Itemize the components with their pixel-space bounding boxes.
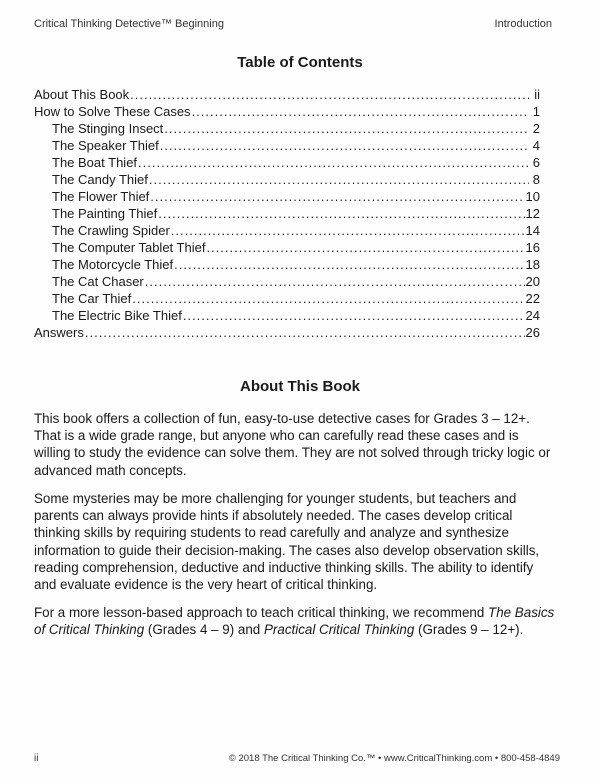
toc-entry-page: 14 <box>525 223 540 238</box>
toc-heading: Table of Contents <box>237 54 363 71</box>
toc-entry <box>34 86 540 103</box>
toc-entry <box>34 188 540 205</box>
toc-entry-label: The Crawling Spider <box>52 223 170 238</box>
about-paragraph-3 <box>34 604 556 638</box>
toc-entry-label: How to Solve These Cases <box>34 104 191 119</box>
toc-entry <box>34 103 540 120</box>
toc-entry <box>34 154 540 171</box>
toc-leader-dots <box>149 171 529 188</box>
toc-leader-dots <box>130 86 529 103</box>
table-of-contents <box>34 86 540 341</box>
toc-leader-dots <box>145 273 525 290</box>
toc-entry-page: 26 <box>525 325 540 340</box>
toc-leader-dots <box>150 188 524 205</box>
toc-entry-label: About This Book <box>34 87 130 102</box>
toc-entry-page: 16 <box>525 240 540 255</box>
book-title-basics: The Basics of Critical Thinking <box>34 605 555 638</box>
toc-entry-label: The Motorcycle Thief <box>52 257 174 272</box>
book-title-practical: Practical Critical Thinking <box>263 622 415 638</box>
toc-entry-label: The Candy Thief <box>52 172 148 187</box>
p3-text-a: For a more lesson-based approach to teach critical thinking, we recommend <box>34 605 489 620</box>
toc-entry <box>34 273 540 290</box>
toc-leader-dots <box>192 103 529 120</box>
toc-entry-page: ii <box>534 87 540 102</box>
p3-text-e: (Grades 9 – 12+). <box>414 622 524 638</box>
toc-leader-dots <box>158 205 524 222</box>
toc-entry <box>34 120 540 137</box>
toc-entry-page: 20 <box>525 274 540 289</box>
toc-entry <box>34 324 540 341</box>
toc-leader-dots <box>206 239 524 256</box>
toc-entry-page: 1 <box>532 104 540 119</box>
toc-entry <box>34 256 540 273</box>
toc-entry-page: 2 <box>532 121 540 136</box>
toc-leader-dots <box>164 120 529 137</box>
about-paragraph-2: Some mysteries may be more challenging for younger students, but teachers and parents can always provide hints if absolutely needed. The cases develop critical thinking skills by requiring students to read carefully and analyze and synthesize information to guide their decision-making. The cases also develop observation skills, reading comprehension, deductive and inductive thinking skills. The ability to identify and evaluate evidence is the very heart of critical thinking. <box>34 491 540 593</box>
toc-entry-label: The Computer Tablet Thief <box>52 240 206 255</box>
toc-entry-page: 18 <box>525 257 540 272</box>
toc-entry <box>34 137 540 154</box>
toc-entry-label: Answers <box>34 325 84 340</box>
toc-entry-page: 10 <box>525 189 540 204</box>
footer-copyright: © 2018 The Critical Thinking Co.™ • www.CriticalThinking.com • 800-458-4849 <box>228 753 560 764</box>
about-heading: About This Book <box>240 378 360 395</box>
toc-entry-page: 24 <box>525 308 540 323</box>
toc-entry <box>34 171 540 188</box>
toc-entry-label: The Flower Thief <box>52 189 150 204</box>
toc-entry-page: 6 <box>532 155 540 170</box>
toc-entry-label: The Boat Thief <box>52 155 138 170</box>
toc-entry-page: 4 <box>532 138 540 153</box>
toc-entry-label: The Stinging Insect <box>52 121 164 136</box>
toc-entry <box>34 290 540 307</box>
toc-entry-label: The Car Thief <box>52 291 132 306</box>
toc-leader-dots <box>138 154 529 171</box>
toc-entry <box>34 307 540 324</box>
toc-entry-label: The Cat Chaser <box>52 274 144 289</box>
toc-entry-page: 12 <box>525 206 540 221</box>
toc-leader-dots <box>183 307 525 324</box>
toc-entry-label: The Speaker Thief <box>52 138 159 153</box>
toc-leader-dots <box>160 137 529 154</box>
running-header-section: Introduction <box>494 18 552 30</box>
toc-entry-label: The Painting Thief <box>52 206 158 221</box>
running-header-title: Critical Thinking Detective™ Beginning <box>34 18 224 30</box>
toc-leader-dots <box>132 290 524 307</box>
toc-leader-dots <box>174 256 524 273</box>
toc-leader-dots <box>85 324 525 341</box>
about-paragraph-1: This book offers a collection of fun, easy-to-use detective cases for Grades 3 – 12+. That is a wide grade range, but anyone who can carefully read these cases and is willing to study the evidence can solve them. They are not solved through tricky logic or advanced math concepts. <box>34 411 551 478</box>
toc-entry <box>34 222 540 239</box>
page-number: ii <box>34 753 39 764</box>
toc-entry <box>34 239 540 256</box>
toc-entry-page: 8 <box>532 172 540 187</box>
toc-entry-page: 22 <box>525 291 540 306</box>
toc-entry <box>34 205 540 222</box>
p3-text-c: (Grades 4 – 9) and <box>144 622 264 638</box>
toc-leader-dots <box>171 222 525 239</box>
toc-entry-label: The Electric Bike Thief <box>52 308 182 323</box>
